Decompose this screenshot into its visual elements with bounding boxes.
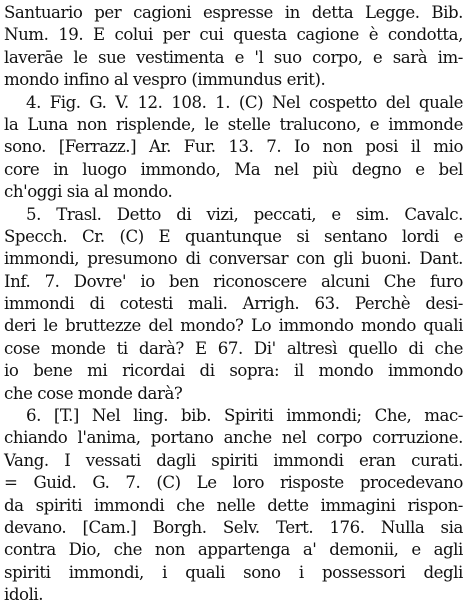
word: condotta, — [387, 25, 463, 45]
word: 7. — [266, 137, 282, 157]
word: 6. — [26, 406, 41, 426]
word: chiando — [4, 428, 68, 448]
word: e — [415, 159, 425, 179]
word: corpo, — [312, 47, 363, 67]
word: dagli — [156, 450, 196, 470]
word: degli — [423, 562, 463, 582]
word: [T.] — [53, 406, 79, 426]
word: Luna — [27, 114, 68, 134]
word: G. — [92, 473, 110, 493]
word: Detto — [116, 204, 161, 224]
word: posi — [365, 137, 398, 157]
word: gli — [333, 249, 354, 269]
word: ben — [169, 271, 199, 291]
word: 13. — [228, 137, 254, 157]
word: Guid. — [33, 473, 77, 493]
text-line — [4, 92, 463, 114]
word: quale — [418, 92, 463, 112]
word: nel — [274, 159, 299, 179]
word: cospetto — [309, 92, 377, 112]
word: immondo — [388, 361, 463, 381]
text-line — [4, 271, 463, 293]
word: quali — [423, 316, 463, 336]
word: spiriti — [35, 495, 83, 515]
word: Cr. — [81, 226, 105, 246]
word: nel — [281, 428, 307, 448]
word: ling. — [133, 406, 169, 426]
word: per — [94, 3, 122, 22]
word: degno — [351, 159, 402, 179]
word: loro — [232, 473, 265, 493]
word: corpo — [316, 428, 363, 448]
word: del — [148, 316, 173, 336]
text-line — [4, 181, 463, 203]
word: (C) — [119, 226, 144, 246]
word: demonii, — [329, 540, 399, 560]
word: tralucono, — [279, 114, 361, 134]
word: i — [298, 562, 304, 582]
word: Ma — [234, 159, 261, 179]
word: non — [154, 540, 185, 560]
word: di — [199, 361, 215, 381]
word: contra — [4, 540, 56, 560]
line-text: mondo infino al vespro (immundus erit). — [4, 70, 326, 90]
word: e — [369, 114, 380, 134]
word: il — [410, 137, 421, 157]
word: Vang. — [4, 450, 49, 470]
word: procedevano — [359, 473, 463, 493]
text-line — [4, 226, 463, 248]
word: appartenga — [197, 540, 290, 560]
word: suo — [273, 47, 302, 67]
word: Num. — [4, 25, 49, 45]
text-line — [4, 450, 463, 472]
word: cotesti — [119, 294, 173, 314]
word: Spiriti — [223, 406, 274, 426]
word: Di' — [253, 338, 276, 358]
word: 67. — [217, 338, 243, 358]
word: rispon- — [407, 495, 463, 515]
word: alcuni — [321, 271, 370, 291]
word: che — [113, 540, 143, 560]
text-line — [4, 293, 463, 315]
text-line — [4, 405, 463, 427]
word: Tert. — [275, 517, 314, 537]
text-line — [4, 24, 463, 46]
word: 108. — [171, 92, 207, 112]
word: detta — [311, 3, 354, 22]
word: più — [312, 159, 338, 179]
word: immondi, — [4, 249, 80, 269]
word: immondo, — [140, 159, 221, 179]
word: da — [4, 495, 24, 515]
word: 1. — [215, 92, 231, 112]
word: luogo — [82, 159, 127, 179]
word: immondi, — [68, 562, 144, 582]
word: 5. — [26, 204, 41, 224]
text-line — [4, 204, 463, 226]
text-line — [4, 47, 463, 69]
word: immondi — [94, 495, 165, 515]
word: portano — [150, 428, 214, 448]
word: = — [4, 473, 18, 493]
text-line — [4, 562, 463, 584]
word: (C) — [156, 473, 181, 493]
word: per — [162, 25, 190, 45]
word: riconoscere — [213, 271, 307, 291]
word: cagioni — [133, 3, 192, 22]
word: e — [453, 226, 463, 246]
word: Perchè — [354, 294, 411, 314]
word: Trasl. — [56, 204, 102, 224]
word: Io — [294, 137, 310, 157]
word: desi- — [425, 294, 463, 314]
word: monde — [50, 338, 106, 358]
word: E — [194, 338, 207, 358]
word: bene — [33, 361, 73, 381]
word: bel — [438, 159, 463, 179]
word: sarà — [392, 47, 428, 67]
word: cagione — [296, 25, 359, 45]
word: lordi — [401, 226, 439, 246]
word: e — [234, 47, 244, 67]
word: del — [385, 92, 411, 112]
word: possessori — [321, 562, 406, 582]
word: Borgh. — [152, 517, 207, 537]
word: darà? — [138, 338, 184, 358]
word: io — [4, 361, 19, 381]
word: I — [64, 450, 71, 470]
word: devano. — [4, 517, 67, 537]
word: e — [372, 47, 383, 67]
text-line — [4, 517, 463, 539]
word: G. — [89, 92, 107, 112]
word: curati. — [411, 450, 463, 470]
word: risplende, — [115, 114, 196, 134]
word: in — [284, 3, 300, 22]
word: Fur. — [183, 137, 216, 157]
word: espresse — [202, 3, 273, 22]
word: Dant. — [419, 249, 463, 269]
word: quantunque — [184, 226, 282, 246]
word: Nel — [271, 92, 301, 112]
word: bib. — [181, 406, 212, 426]
line-text: che cose monde darà? — [4, 383, 183, 403]
word: sono — [243, 562, 281, 582]
word: Le — [196, 473, 217, 493]
text-line — [4, 539, 463, 561]
word: mondo? — [180, 316, 244, 336]
word: immondo — [278, 316, 354, 336]
word: quali — [185, 562, 225, 582]
word: immonde — [388, 114, 463, 134]
word: e — [411, 540, 421, 560]
word: 12. — [137, 92, 163, 112]
word: la — [4, 114, 19, 134]
word: Bib. — [431, 3, 463, 22]
word: Che, — [374, 406, 412, 426]
word: Nel — [91, 406, 121, 426]
word: che — [176, 495, 205, 515]
word: immondi — [273, 450, 344, 470]
word: il — [293, 361, 304, 381]
word: Che — [383, 271, 416, 291]
word: nelle — [216, 495, 256, 515]
word: non — [322, 137, 353, 157]
word: sono. — [4, 137, 46, 157]
word: mio — [433, 137, 463, 157]
text-line — [4, 69, 463, 91]
word: dette — [267, 495, 309, 515]
word: corruzione. — [372, 428, 463, 448]
word: agli — [433, 540, 463, 560]
word: l'anima, — [77, 428, 141, 448]
text-line — [4, 248, 463, 270]
word: 19. — [58, 25, 84, 45]
word: le — [204, 114, 219, 134]
word: Arrigh. — [242, 294, 300, 314]
word: che — [434, 338, 463, 358]
word: vessati — [85, 450, 141, 470]
word: a' — [302, 540, 317, 560]
word: sim. — [356, 204, 390, 224]
word: peccati, — [253, 204, 317, 224]
word: core — [4, 159, 40, 179]
text-line — [4, 427, 463, 449]
word: le — [73, 47, 88, 67]
word: di — [176, 204, 192, 224]
word: Inf. — [4, 271, 31, 291]
word: conversar — [208, 249, 289, 269]
line-text: idoli. — [4, 585, 44, 605]
word: furo — [429, 271, 463, 291]
text-line — [4, 360, 463, 382]
word: altresì — [286, 338, 338, 358]
word: spiriti — [211, 450, 258, 470]
word: bruttezze — [65, 316, 141, 336]
text-line — [4, 159, 463, 181]
word: con — [296, 249, 325, 269]
word: Specch. — [4, 226, 68, 246]
word: 63. — [314, 294, 340, 314]
line-text: ch'oggi sia al mondo. — [4, 182, 173, 202]
text-line — [4, 383, 463, 405]
word: di — [408, 338, 424, 358]
word: cose — [4, 338, 40, 358]
word: ricordai — [122, 361, 185, 381]
word: 'l — [254, 47, 264, 67]
word: Selv. — [222, 517, 260, 537]
word: e — [331, 204, 341, 224]
text-line — [4, 114, 463, 136]
word: deri — [4, 316, 36, 336]
word: immagini — [320, 495, 396, 515]
word: è — [368, 25, 379, 45]
word: immondi; — [286, 406, 362, 426]
word: Legge. — [365, 3, 420, 22]
word: im- — [437, 47, 463, 67]
word: io — [140, 271, 155, 291]
word: 176. — [329, 517, 365, 537]
word: mac- — [424, 406, 463, 426]
word: V. — [115, 92, 129, 112]
word: Santuario — [4, 3, 83, 22]
word: le — [43, 316, 58, 336]
word: 4. — [26, 92, 41, 112]
text-line — [4, 136, 463, 158]
word: di — [185, 249, 201, 269]
text-line — [4, 495, 463, 517]
word: [Cam.] — [82, 517, 137, 537]
word: Cavalc. — [404, 204, 463, 224]
word: Lo — [251, 316, 272, 336]
word: E — [158, 226, 171, 246]
word: Dio, — [68, 540, 101, 560]
word: vestimenta — [136, 47, 225, 67]
word: Dovre' — [73, 271, 127, 291]
word: Fig. — [49, 92, 81, 112]
text-line — [4, 338, 463, 360]
word: si — [296, 226, 310, 246]
word: E — [93, 25, 105, 45]
word: sopra: — [229, 361, 280, 381]
word: mi — [87, 361, 108, 381]
word: stelle — [227, 114, 271, 134]
word: (C) — [238, 92, 264, 112]
word: sue — [98, 47, 126, 67]
word: risposte — [280, 473, 344, 493]
dictionary-entry-text — [4, 2, 463, 607]
word: di — [89, 294, 105, 314]
text-line — [4, 315, 463, 337]
word: laverāe — [4, 47, 63, 67]
word: 7. — [125, 473, 141, 493]
text-line — [4, 472, 463, 494]
word: vizi, — [206, 204, 239, 224]
word: spiriti — [4, 562, 51, 582]
word: colui — [114, 25, 153, 45]
word: cui — [199, 25, 224, 45]
word: i — [162, 562, 167, 582]
word: non — [76, 114, 107, 134]
word: ti — [116, 338, 128, 358]
word: mondo — [361, 316, 416, 336]
word: sentano — [324, 226, 388, 246]
word: eran — [359, 450, 396, 470]
word: mali. — [188, 294, 228, 314]
word: questa — [233, 25, 287, 45]
word: [Ferrazz.] — [58, 137, 137, 157]
word: Ar. — [148, 137, 171, 157]
word: mondo — [318, 361, 374, 381]
word: 7. — [44, 271, 60, 291]
word: buoni. — [361, 249, 412, 269]
word: sia — [440, 517, 463, 537]
word: Nulla — [380, 517, 425, 537]
text-line — [4, 2, 463, 24]
word: immondi — [4, 294, 75, 314]
word: in — [53, 159, 69, 179]
word: presumono — [87, 249, 178, 269]
text-line — [4, 584, 463, 606]
word: quello — [348, 338, 398, 358]
word: anche — [223, 428, 272, 448]
